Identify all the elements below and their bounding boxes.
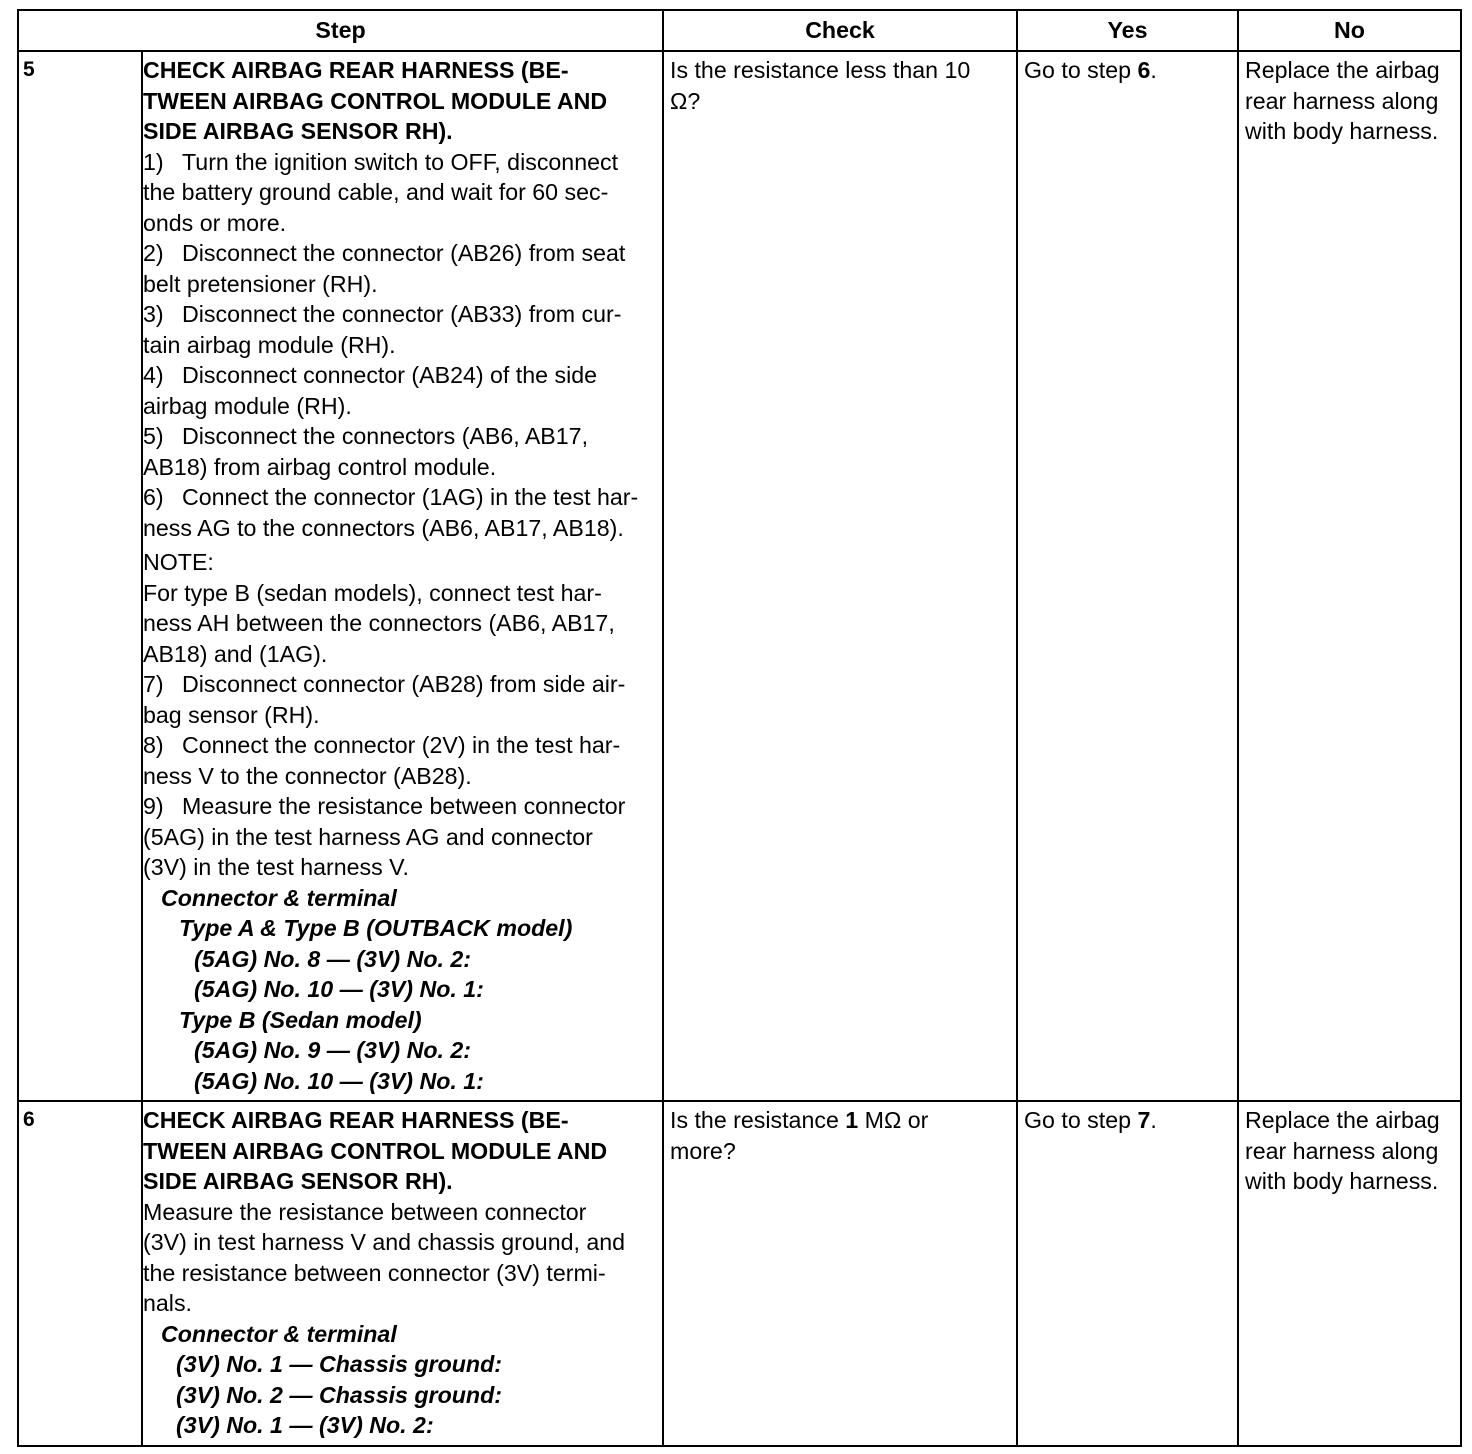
note-line: For type B (sedan models), connect test har- xyxy=(143,579,602,606)
procedure-item: 1) Turn the ignition switch to OFF, disconnect xyxy=(143,148,619,175)
connector-item: (5AG) No. 9 — (3V) No. 2: xyxy=(194,1037,471,1063)
header-check: Check xyxy=(663,10,1017,51)
connector-item: (3V) No. 2 — Chassis ground: xyxy=(176,1381,502,1408)
check-line: Is the resistance 1 MΩ or xyxy=(670,1107,929,1133)
check-line: Ω? xyxy=(670,87,701,114)
procedure-line: onds or more. xyxy=(143,209,287,236)
step-title-line: TWEEN AIRBAG CONTROL MODULE AND xyxy=(143,87,608,114)
no-line: rear harness along xyxy=(1245,87,1439,114)
connector-heading: Connector & terminal xyxy=(161,884,397,911)
yes-cell: Go to step 6. xyxy=(1017,51,1238,1101)
connector-item: (5AG) No. 10 — (3V) No. 1: xyxy=(194,976,484,1002)
step-number: 6 xyxy=(18,1101,142,1446)
check-line: more? xyxy=(670,1137,736,1164)
table-row xyxy=(18,51,1461,1101)
procedure-line: ness AG to the connectors (AB6, AB17, AB18). xyxy=(143,514,624,541)
procedure-item: 5) Disconnect the connectors (AB6, AB17, xyxy=(143,423,589,449)
step-title xyxy=(143,1105,656,1197)
no-line: Replace the airbag xyxy=(1245,1107,1440,1133)
yes-text: Go to step xyxy=(1024,1107,1138,1133)
type-heading: Type A & Type B (OUTBACK model) xyxy=(179,915,573,941)
connector-item: (5AG) No. 10 — (3V) No. 1: xyxy=(194,1067,484,1094)
header-yes: Yes xyxy=(1017,10,1238,51)
check-cell xyxy=(663,51,1017,1101)
yes-step-number: 7 xyxy=(1137,1107,1151,1133)
connector-item: (3V) No. 1 — (3V) No. 2: xyxy=(176,1412,434,1438)
procedure-line: AB18) from airbag control module. xyxy=(143,453,497,480)
procedure-line: the battery ground cable, and wait for 60 sec- xyxy=(143,179,609,205)
procedure-line: (3V) in test harness V and chassis ground, and xyxy=(143,1229,626,1255)
yes-cell: Go to step 7. xyxy=(1017,1101,1238,1446)
procedure-line: airbag module (RH). xyxy=(143,392,352,419)
header-step: Step xyxy=(18,10,663,51)
no-cell xyxy=(1238,1101,1461,1446)
type-heading: Type B (Sedan model) xyxy=(179,1006,422,1033)
connector-item: (3V) No. 1 — Chassis ground: xyxy=(176,1351,502,1377)
procedure-item: 8) Connect the connector (2V) in the test har- xyxy=(143,732,621,758)
procedure-line: belt pretensioner (RH). xyxy=(143,270,378,297)
yes-text: Go to step xyxy=(1024,57,1138,83)
header-row xyxy=(18,10,1461,51)
no-line: rear harness along xyxy=(1245,1137,1439,1164)
procedure-item: 4) Disconnect connector (AB24) of the side xyxy=(143,362,598,388)
note-line: AB18) and (1AG). xyxy=(143,640,328,667)
procedure-item: 3) Disconnect the connector (AB33) from cur- xyxy=(143,301,622,327)
procedure-line: nals. xyxy=(143,1290,192,1316)
procedure-line: tain airbag module (RH). xyxy=(143,331,396,358)
diagnostic-table xyxy=(17,9,1462,1447)
procedure-line: (5AG) in the test harness AG and connector xyxy=(143,823,593,850)
step-title-line: SIDE AIRBAG SENSOR RH). xyxy=(143,1168,453,1194)
procedure-line: ness V to the connector (AB28). xyxy=(143,762,472,789)
step-title xyxy=(143,55,656,147)
step-description xyxy=(142,51,663,1101)
procedure-item: 2) Disconnect the connector (AB26) from seat xyxy=(143,240,626,266)
step-number: 5 xyxy=(18,51,142,1101)
procedure-line: bag sensor (RH). xyxy=(143,701,320,728)
step-description xyxy=(142,1101,663,1446)
procedure-line: Measure the resistance between connector xyxy=(143,1198,587,1225)
no-line: with body harness. xyxy=(1245,118,1439,144)
step-title-line: SIDE AIRBAG SENSOR RH). xyxy=(143,118,453,144)
header-no: No xyxy=(1238,10,1461,51)
check-line: Is the resistance less than 10 xyxy=(670,57,971,83)
procedure-item: 9) Measure the resistance between connector xyxy=(143,793,626,819)
no-line: with body harness. xyxy=(1245,1168,1439,1194)
note-label: NOTE: xyxy=(143,549,214,575)
procedure-item: 6) Connect the connector (1AG) in the test har- xyxy=(143,484,639,510)
procedure-item: 7) Disconnect connector (AB28) from side air- xyxy=(143,671,626,697)
step-title-line: CHECK AIRBAG REAR HARNESS (BE- xyxy=(143,1107,569,1133)
step-title-line: CHECK AIRBAG REAR HARNESS (BE- xyxy=(143,57,569,83)
step-title-line: TWEEN AIRBAG CONTROL MODULE AND xyxy=(143,1137,608,1164)
connector-heading: Connector & terminal xyxy=(161,1320,397,1347)
yes-step-number: 6 xyxy=(1137,57,1151,83)
table-row xyxy=(18,1101,1461,1446)
check-cell xyxy=(663,1101,1017,1446)
no-cell xyxy=(1238,51,1461,1101)
connector-item: (5AG) No. 8 — (3V) No. 2: xyxy=(194,945,471,972)
no-line: Replace the airbag xyxy=(1245,57,1440,83)
note-line: ness AH between the connectors (AB6, AB17, xyxy=(143,610,615,636)
procedure-line: the resistance between connector (3V) termi- xyxy=(143,1259,606,1286)
procedure-line: (3V) in the test harness V. xyxy=(143,854,409,880)
